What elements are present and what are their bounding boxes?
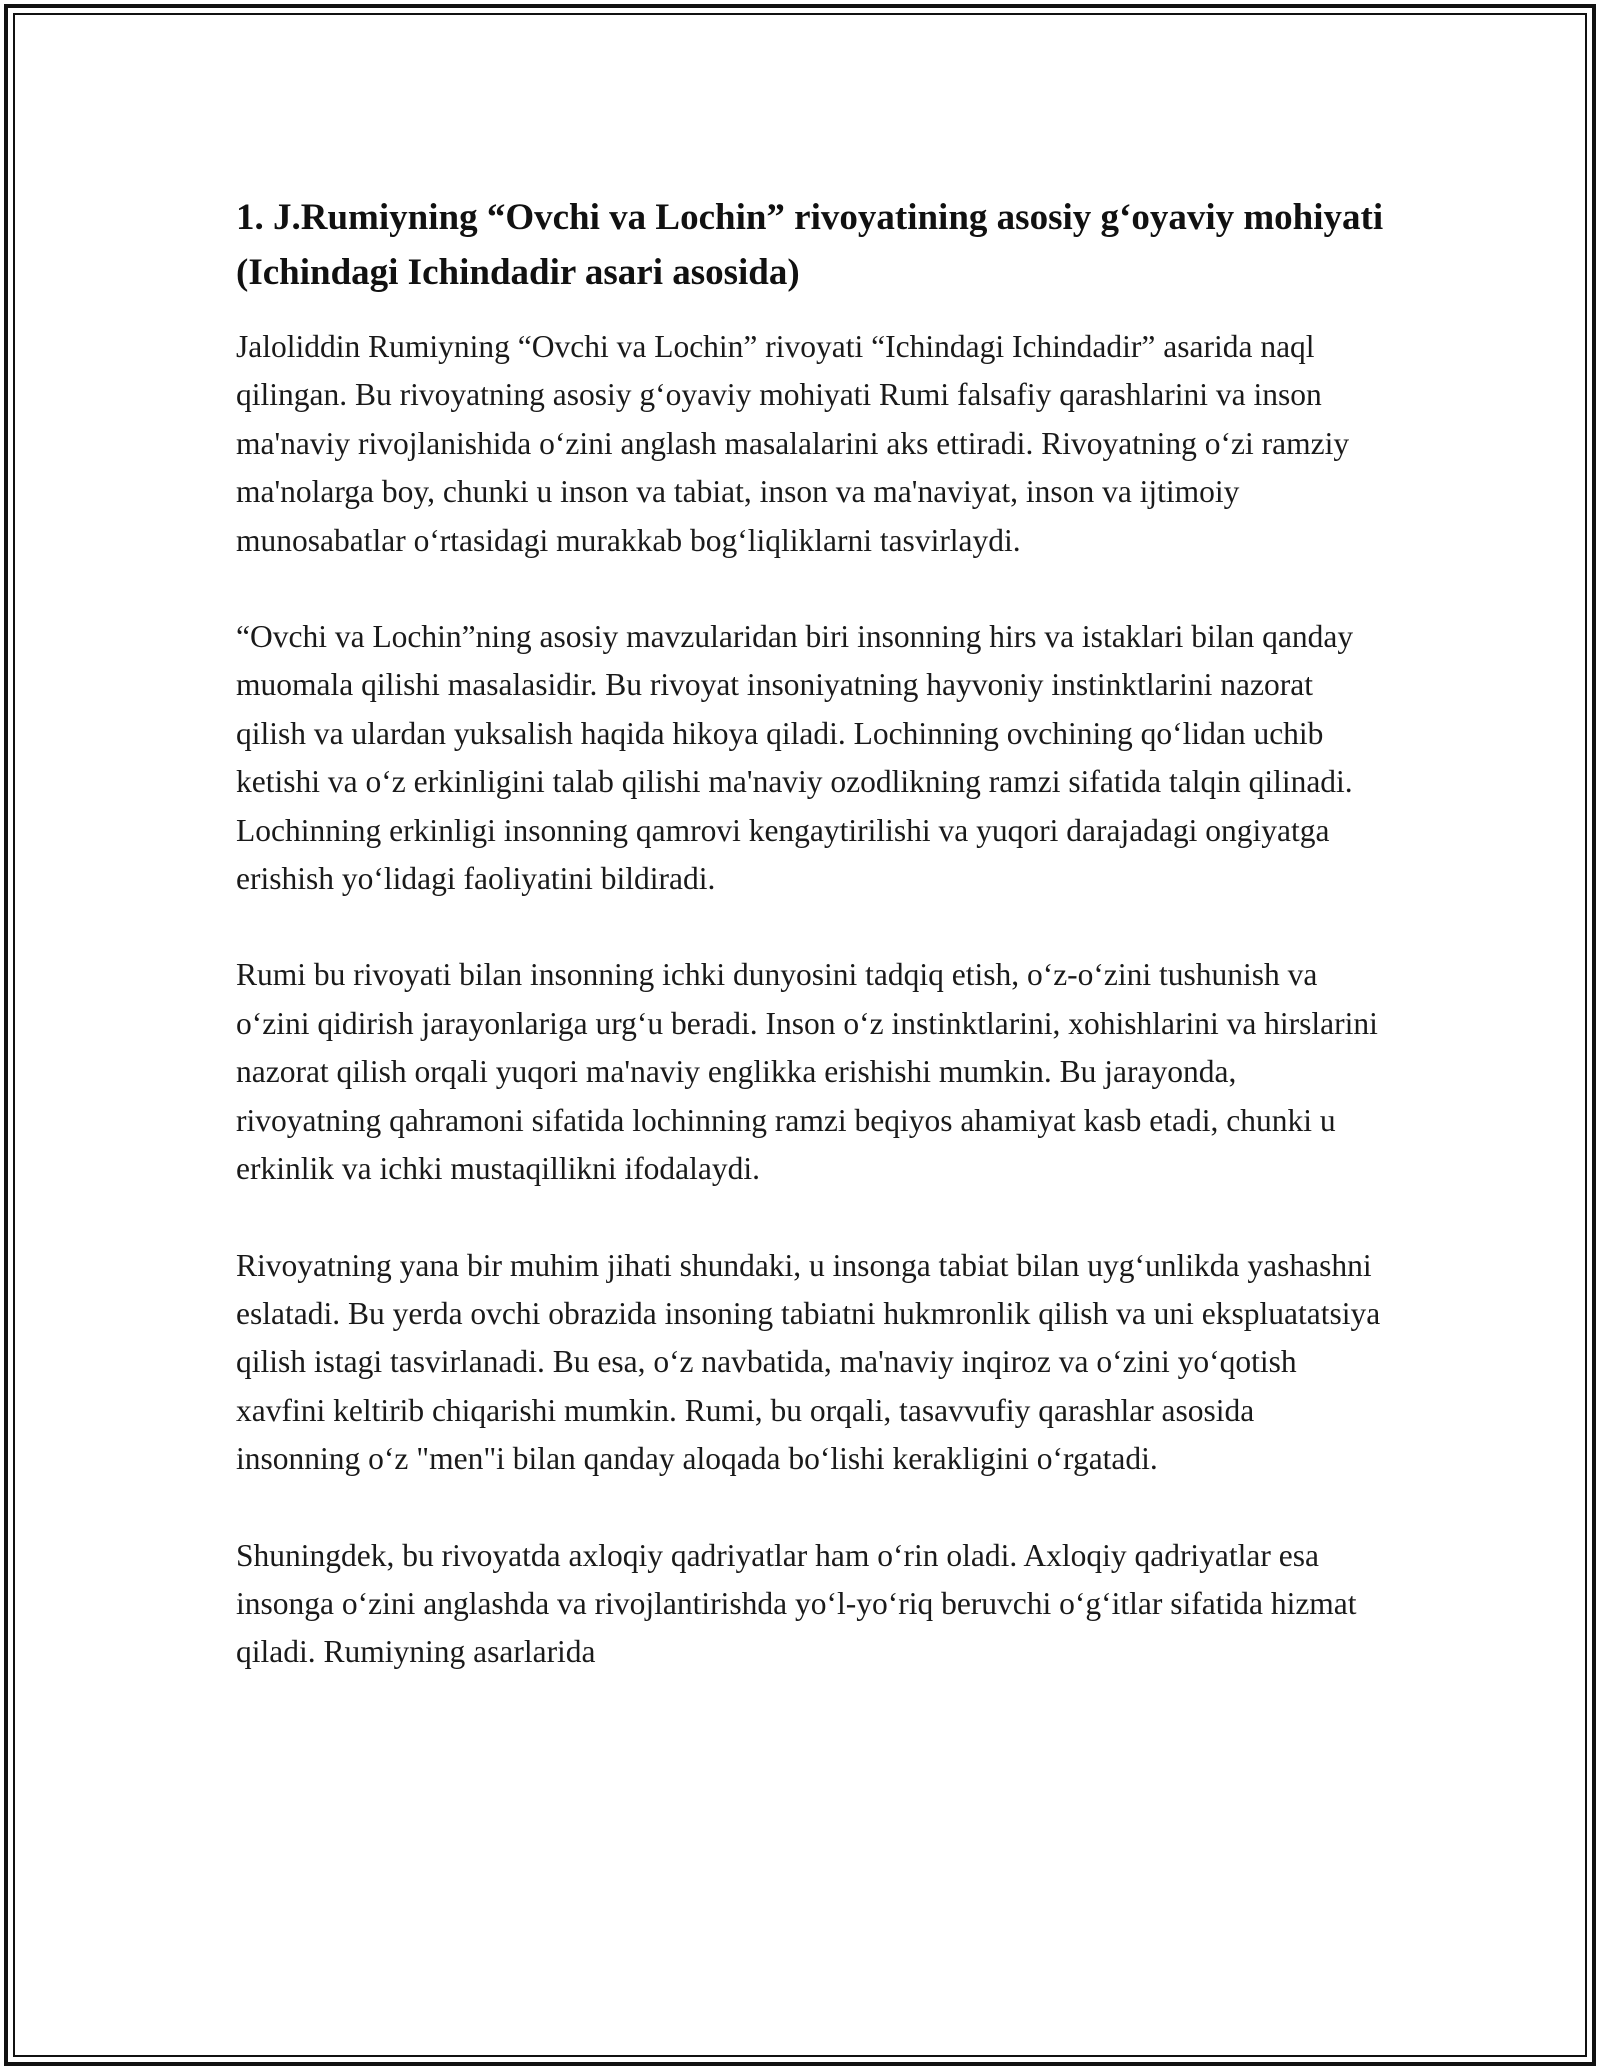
document-body <box>236 190 1386 1725</box>
paragraph-2: “Ovchi va Lochin”ning asosiy mavzularidan biri insonning hirs va istaklari bilan qanday muomala qilishi masalasidir. Bu rivoyat insoniyatning hayvoniy instinktlarini nazorat qilish va ulardan yuksalish haqida hikoya qiladi. Lochinning ovchining qo‘lidan uchib ketishi va o‘z erkinligini talab qilishi ma'naviy ozodlikning ramzi sifatida talqin qilinadi. Lochinning erkinligi insonning qamrovi kengaytirilishi va yuqori darajadagi ongiyatga erishish yo‘lidagi faoliyatini bildiradi. <box>236 619 1354 897</box>
paragraph-5: Shuningdek, bu rivoyatda axloqiy qadriyatlar ham o‘rin oladi. Axloqiy qadriyatlar esa insonga o‘zini anglashda va rivojlantirishda yo‘l-yo‘riq beruvchi o‘g‘itlar sifatida hizmat qiladi. Rumiyning asarlarida <box>236 1537 1357 1670</box>
document-title: 1. J.Rumiyning “Ovchi va Lochin” rivoyatining asosiy g‘oyaviy mohiyati (Ichindagi Ichindadir asari asosida) <box>236 197 1384 293</box>
paragraph-4: Rivoyatning yana bir muhim jihati shundaki, u insonga tabiat bilan uyg‘unlikda yashashni eslatadi. Bu yerda ovchi obrazida insoning tabiatni hukmronlik qilish va uni ekspluatatsiya qilish istagi tasvirlanadi. Bu esa, o‘z navbatida, ma'naviy inqiroz va o‘zini yo‘qotish xavfini keltirib chiqarishi mumkin. Rumi, bu orqali, tasavvufiy qarashlar asosida insonning o‘z "men"i bilan qanday aloqada bo‘lishi kerakligini o‘rgatadi. <box>236 1247 1381 1477</box>
paragraph-3: Rumi bu rivoyati bilan insonning ichki dunyosini tadqiq etish, o‘z-o‘zini tushunish va o‘zini qidirish jarayonlariga urg‘u beradi. Inson o‘z instinktlarini, xohishlarini va hirslarini nazorat qilish orqali yuqori ma'naviy englikka erishishi mumkin. Bu jarayonda, rivoyatning qahramoni sifatida lochinning ramzi beqiyos ahamiyat kasb etadi, chunki u erkinlik va ichki mustaqillikni ifodalaydi. <box>236 957 1378 1187</box>
paragraph-1: Jaloliddin Rumiyning “Ovchi va Lochin” rivoyati “Ichindagi Ichindadir” asarida naql qilingan. Bu rivoyatning asosiy g‘oyaviy mohiyati Rumi falsafiy qarashlarini va inson ma'naviy rivojlanishida o‘zini anglash masalalarini aks ettiradi. Rivoyatning o‘zi ramziy ma'nolarga boy, chunki u inson va tabiat, inson va ma'naviyat, inson va ijtimoiy munosabatlar o‘rtasidagi murakkab bog‘liqliklarni tasvirlaydi. <box>236 329 1350 558</box>
